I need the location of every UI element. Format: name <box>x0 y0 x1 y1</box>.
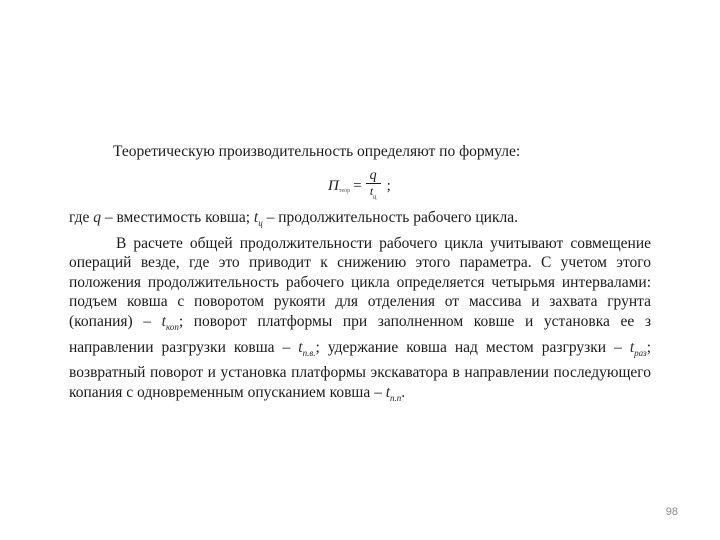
paragraph-cycle-intervals <box>69 234 651 409</box>
formula-fraction <box>366 168 381 204</box>
symbol-subscript: п.в. <box>302 347 316 358</box>
text-run: В расчете общей продолжительности рабочего цикла учитывают совмещение операций везде, где это приводит к снижению этого параметра. С учетом этого положения продолжительность рабочего цикла определяется четырьмя интервалами: подъем ковша с поворотом рукояти для отделения от массива и захвата грунта (копания) – <box>69 234 651 331</box>
symbol-subscript: раз <box>634 347 647 358</box>
body-text <box>69 208 651 409</box>
formula-numerator: q <box>366 168 381 184</box>
formula-denominator-subscript: ц <box>373 194 377 201</box>
symbol-subscript: п.п <box>390 393 402 404</box>
text-run: – вместимость ковша; <box>100 209 254 226</box>
formula-equals: = <box>353 177 362 194</box>
symbol-q: q <box>93 209 101 226</box>
text-run: – продолжительность рабочего цикла. <box>262 209 518 226</box>
symbol-t-cycle <box>253 209 263 229</box>
symbol-subscript: ц <box>258 218 263 229</box>
symbol-letter: t <box>385 384 391 402</box>
text-run: ; возвратный поворот и установка платформы экскаватора в направлении последующего копания с одновременным опусканием ковша – <box>69 338 651 402</box>
symbol-t-unloading <box>630 339 647 356</box>
formula-lhs-subscript: теор <box>338 187 351 194</box>
text-run: ; удержание ковша над местом разгрузки – <box>315 338 630 356</box>
formula-semicolon: ; <box>386 177 391 194</box>
text-run: где <box>69 209 94 226</box>
formula-lhs <box>328 178 350 195</box>
symbol-t-return-rotation <box>385 384 402 404</box>
symbol-t-digging <box>161 313 179 333</box>
symbol-letter: t <box>253 209 259 226</box>
symbol-subscript: коп <box>165 322 179 333</box>
formula-denominator <box>370 184 377 204</box>
formula-lhs-symbol: П <box>328 177 339 194</box>
symbol-letter: t <box>298 338 303 356</box>
symbol-letter: t <box>161 313 166 331</box>
symbol-t-rotation-loaded <box>298 339 315 356</box>
text-run: . <box>401 384 406 402</box>
paragraph-definitions <box>69 208 651 234</box>
intro-line: Теоретическую производительность определяют по формуле: <box>113 143 521 160</box>
productivity-formula <box>328 168 391 204</box>
text-run: ; поворот платформы при заполненном ковше и установка ее з направлении разгрузки ковша – <box>69 313 651 356</box>
page-number: 98 <box>665 506 678 518</box>
symbol-letter: t <box>629 338 635 356</box>
formula-denominator-symbol: t <box>369 183 374 198</box>
